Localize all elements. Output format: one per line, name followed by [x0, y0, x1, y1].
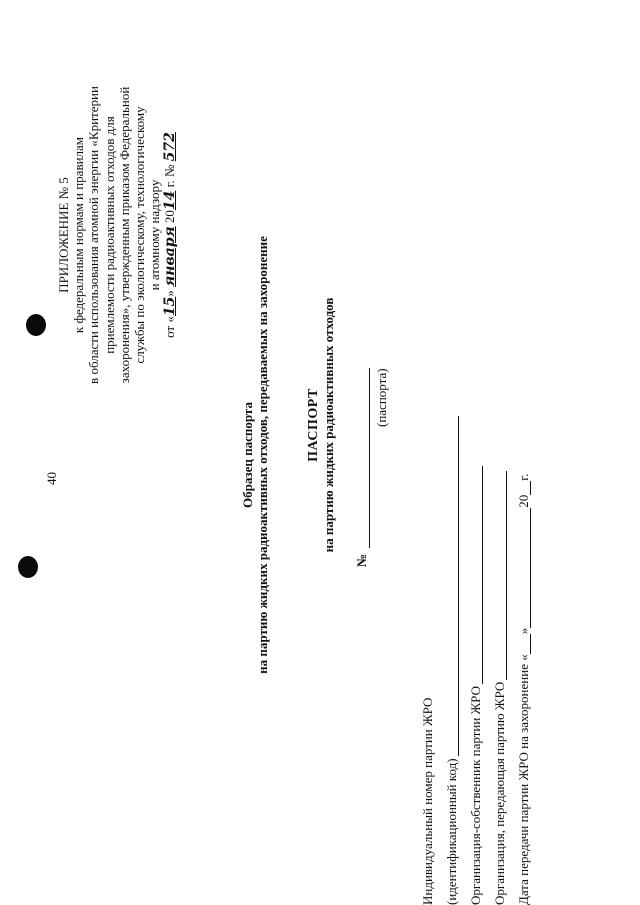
date-year-blank — [518, 481, 531, 495]
id-number-label: Индивидуальный номер партии ЖРО — [420, 697, 435, 905]
sample-title-line2: на партию жидких радиоактивных отходов, передаваемых на захоронение — [255, 236, 270, 674]
sample-title-line1: Образец паспорта — [240, 402, 255, 508]
appendix-line: захоронения», утвержденным приказом Федеральной — [116, 86, 132, 384]
date-suffix: г. № — [162, 161, 178, 191]
handwritten-day: 15 — [162, 296, 179, 317]
passport-title — [306, 275, 336, 575]
appendix-line: и атомному надзору — [147, 179, 163, 291]
appendix-header — [56, 35, 179, 435]
passport-number-blank — [357, 368, 370, 548]
number-sign: № — [354, 553, 369, 567]
appendix-line: приемлемости радиоактивных отходов для — [101, 116, 117, 354]
date-close-quote: » — [516, 627, 531, 635]
date-prefix: от « — [162, 316, 178, 338]
id-code-field — [444, 416, 459, 905]
transferring-field — [492, 471, 507, 905]
passport-subtitle: на партию жидких радиоактивных отходов — [321, 297, 336, 553]
id-number-field — [420, 698, 435, 905]
handwritten-year: 14 — [162, 190, 179, 211]
appendix-title: ПРИЛОЖЕНИЕ № 5 — [56, 177, 71, 293]
appendix-date-line — [162, 35, 178, 435]
handwritten-order-number: 572 — [162, 132, 179, 162]
owner-field — [468, 466, 483, 905]
transferring-blank — [494, 471, 507, 680]
appendix-line: к федеральным нормам и правилам — [71, 136, 87, 334]
page-number: 40 — [44, 472, 59, 485]
passport-number-row — [354, 368, 370, 567]
transfer-date-field — [516, 474, 531, 905]
sample-title — [240, 195, 270, 715]
transferring-label: Организация, передающая партию ЖРО — [492, 681, 507, 905]
date-day-blank — [518, 634, 531, 654]
date-year-prefix-text: 20 — [516, 494, 531, 508]
date-mid: » — [162, 286, 178, 297]
transfer-date-label: Дата передачи партии ЖРО на захоронение « — [516, 654, 531, 905]
passport-heading: ПАСПОРТ — [306, 388, 321, 462]
date-year-prefix: 20 — [162, 210, 178, 227]
handwritten-month: января — [162, 226, 179, 287]
date-month-blank — [518, 508, 531, 628]
id-code-blank — [446, 416, 459, 756]
appendix-line: службы по экологическому, технологическому — [132, 106, 148, 364]
date-year-suffix: г. — [516, 473, 531, 481]
owner-label: Организация-собственник партии ЖРО — [468, 686, 483, 905]
owner-blank — [470, 466, 483, 684]
id-code-label: (идентификационный код) — [444, 758, 459, 905]
passport-caption: (паспорта) — [374, 368, 389, 427]
appendix-line: в области использования атомной энергии «Критерии — [86, 86, 102, 384]
